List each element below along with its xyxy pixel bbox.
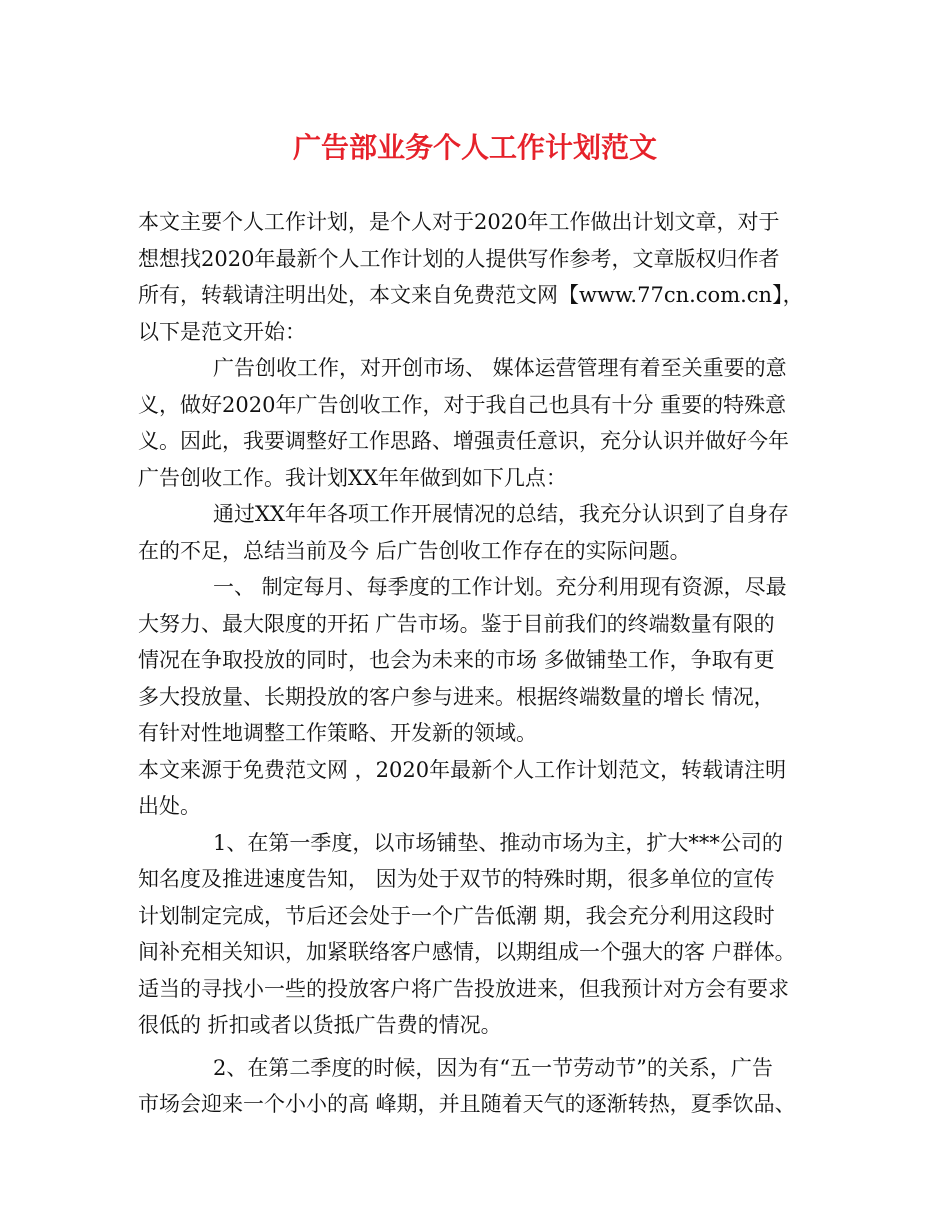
text-line: 2、在第二季度的时候，因为有“五一节劳动节”的关系，广告 [213, 1055, 773, 1080]
text-line: 所有，转载请注明出处，本文来自免费范文网【www.77cn.com.cn】， [138, 283, 804, 307]
text-line: 计划制定完成，节后还会处于一个广告低潮 期，我会充分利用这段时 [138, 903, 775, 928]
text-line: 大努力、最大限度的开拓 广告市场。鉴于目前我们的终端数量有限的 [138, 611, 775, 636]
text-line: 情况在争取投放的同时，也会为未来的市场 多做铺垫工作，争取有更 [138, 648, 775, 672]
text-line: 本文来源于免费范文网 ，2020年最新个人工作计划范文，转载请注明 [138, 757, 787, 782]
text-line: 适当的寻找小一些的投放客户将广告投放进来，但我预计对方会有要求 [138, 976, 789, 1001]
text-line: 通过XX年年各项工作开展情况的总结，我充分认识到了自身存 [213, 502, 789, 526]
text-line: 间补充相关知识，加紧联络客户感情，以期组成一个强大的客 户群体。 [138, 940, 796, 964]
text-line: 以下是范文开始： [138, 319, 306, 344]
text-line: 1、在第一季度，以市场铺垫、推动市场为主，扩大***公司的 [213, 830, 783, 855]
text-line: 广告创收工作。我计划XX年年做到如下几点： [138, 465, 567, 490]
text-line: 出处。 [138, 794, 201, 818]
text-line: 知名度及推进速度告知， 因为处于双节的特殊时期，很多单位的宣传 [138, 867, 775, 891]
text-line: 多大投放量、长期投放的客户参与进来。根据终端数量的增长 情况， [138, 684, 775, 709]
text-line: 义，做好2020年广告创收工作，对于我自己也具有十分 重要的特殊意 [138, 392, 787, 417]
document-body [138, 204, 818, 1123]
text-line: 义。因此，我要调整好工作思路、增强责任意识，充分认识并做好今年 [138, 429, 789, 453]
text-line: 很低的 折扣或者以货抵广告费的情况。 [138, 1013, 502, 1037]
text-line: 一、 制定每月、每季度的工作计划。充分利用现有资源，尽最 [213, 575, 787, 599]
document-title: 广告部业务个人工作计划范文 [292, 131, 657, 164]
text-line: 市场会迎来一个小小的高 峰期，并且随着天气的逐渐转热，夏季饮品、 [138, 1092, 796, 1116]
text-line: 想想找2020年最新个人工作计划的人提供写作参考，文章版权归作者 [138, 246, 780, 271]
text-line: 广告创收工作，对开创市场、 媒体运营管理有着至关重要的意 [213, 356, 787, 380]
text-line: 有针对性地调整工作策略、开发新的领域。 [138, 721, 537, 745]
text-line: 在的不足，总结当前及今 后广告创收工作存在的实际问题。 [138, 538, 691, 563]
text-line: 本文主要个人工作计划，是个人对于2020年工作做出计划文章，对于 [138, 210, 780, 234]
